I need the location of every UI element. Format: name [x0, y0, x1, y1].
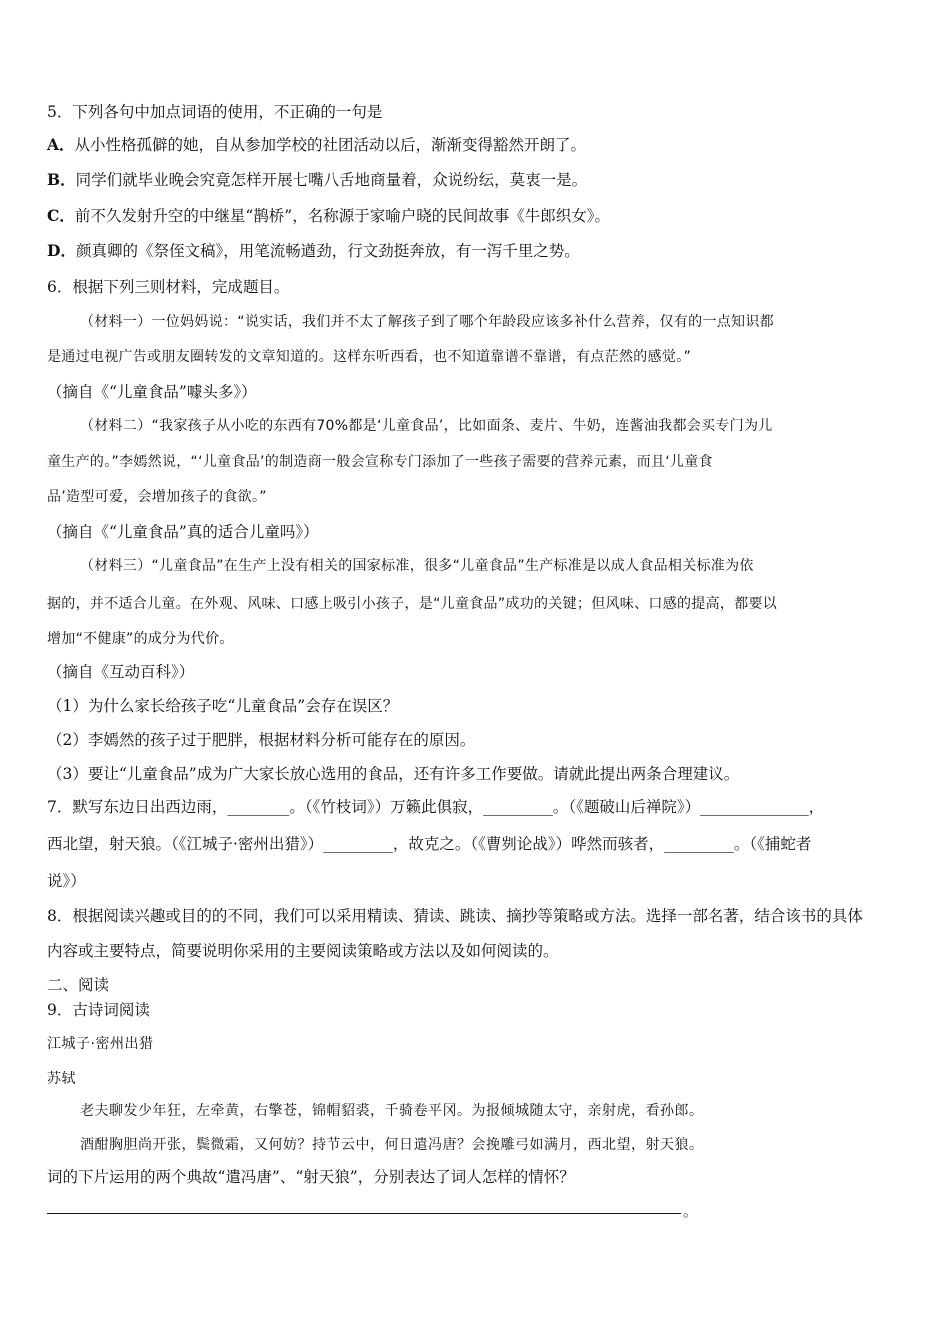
q8-line1: 8．根据阅读兴趣或目的的不同，我们可以采用精读、猜读、跳读、摘抄等策略或方法。选择一部名著，结合该书的具体: [47, 907, 863, 925]
poem-line2: 酒酣胸胆尚开张，鬓微霜，又何妨？持节云中，何日遣冯唐？会挽雕弓如满月，西北望，射天狼。: [80, 1137, 704, 1153]
material3-source: （摘自《互动百科》）: [47, 663, 195, 681]
poem-author: 苏轼: [47, 1071, 76, 1087]
q5-stem: 5．下列各句中加点词语的使用，不正确的一句是: [47, 103, 383, 121]
q6-stem: 6．根据下列三则材料，完成题目。: [47, 278, 290, 296]
q7-line3: 说》）: [47, 872, 86, 890]
material1-line1: （材料一）一位妈妈说：“说实话，我们并不太了解孩子到了哪个年龄段应该多补什么营养，仅有的一点知识都: [80, 314, 774, 330]
q5-option-d: [47, 240, 580, 262]
q6-sub1: （1）为什么家长给孩子吃“儿童食品”会存在误区？: [47, 697, 399, 715]
q9-stem: 9．古诗词阅读: [47, 1001, 150, 1019]
q7-line2: 西北望，射天狼。（《江城子·密州出猎》）_________，故克之。（《曹刿论战》）哗然而骇者，_________。（《捕蛇者: [47, 835, 812, 853]
answer-end-mark: 。: [683, 1202, 699, 1220]
material3-line2: 据的，并不适合儿童。在外观、风味、口感上吸引小孩子，是“儿童食品”成功的关键；但风味、口感的提高，都要以: [47, 596, 778, 612]
q9-question: 词的下片运用的两个典故“遣冯唐”、“射天狼”，分别表达了词人怎样的情怀？: [47, 1168, 575, 1186]
material2-line2: 童生产的。”李嫣然说，“‘儿童食品’的制造商一般会宣称专门添加了一些孩子需要的营养元素，而且‘儿童食: [47, 454, 713, 470]
q5-option-c: [47, 205, 610, 227]
material1-source: （摘自《“儿童食品”噱头多》）: [47, 383, 257, 401]
option-label: C．: [47, 206, 75, 225]
q8-line2: 内容或主要特点，简要说明你采用的主要阅读策略或方法以及如何阅读的。: [47, 942, 559, 960]
q5-option-a: [47, 134, 586, 156]
q7-line1: 7．默写东边日出西边雨，________。（《竹枝词》）万籁此俱寂，_________。（《题破山后禅院》）______________，: [47, 798, 825, 816]
material2-line1: （材料二）“我家孩子从小吃的东西有70%都是‘儿童食品’，比如面条、麦片、牛奶，连酱油我都会买专门为儿: [80, 418, 773, 434]
poem-line1: 老夫聊发少年狂，左牵黄，右擎苍，锦帽貂裘，千骑卷平冈。为报倾城随太守，亲射虎，看孙郎。: [80, 1103, 704, 1119]
option-label: B．: [47, 170, 76, 189]
q6-sub2: （2）李嫣然的孩子过于肥胖，根据材料分析可能存在的原因。: [47, 731, 476, 749]
poem-title: 江城子·密州出猎: [47, 1036, 154, 1052]
material1-line2: 是通过电视广告或朋友圈转发的文章知道的。这样东听西看，也不知道靠谱不靠谱，有点茫然的感觉。”: [47, 349, 692, 365]
material3-line3: 增加“不健康”的成分为代价。: [47, 631, 234, 647]
section-heading: 二、阅读: [47, 976, 110, 994]
q6-sub3: （3）要让“儿童食品”成为广大家长放心选用的食品，还有许多工作要做。请就此提出两条合理建议。: [47, 765, 740, 783]
option-text: 颜真卿的《祭侄文稿》，用笔流畅遒劲，行文劲挺奔放，有一泻千里之势。: [75, 242, 580, 260]
option-label: A．: [47, 135, 75, 154]
q5-option-b: [47, 169, 587, 191]
material2-line3: 品’造型可爱，会增加孩子的食欲。”: [47, 489, 267, 505]
material2-source: （摘自《“儿童食品”真的适合儿童吗》）: [47, 523, 319, 541]
material3-line1: （材料三）“儿童食品”在生产上没有相关的国家标准，很多“儿童食品”生产标准是以成人食品相关标准为依: [80, 558, 754, 574]
answer-blank[interactable]: [47, 1212, 681, 1214]
option-text: 前不久发射升空的中继星“鹊桥”，名称源于家喻户晓的民间故事《牛郎织女》。: [74, 207, 610, 225]
option-text: 同学们就毕业晚会究竟怎样开展七嘴八舌地商量着，众说纷纭，莫衷一是。: [75, 171, 588, 189]
option-label: D．: [47, 241, 76, 260]
option-text: 从小性格孤僻的她，自从参加学校的社团活动以后，渐渐变得豁然开朗了。: [74, 136, 587, 154]
